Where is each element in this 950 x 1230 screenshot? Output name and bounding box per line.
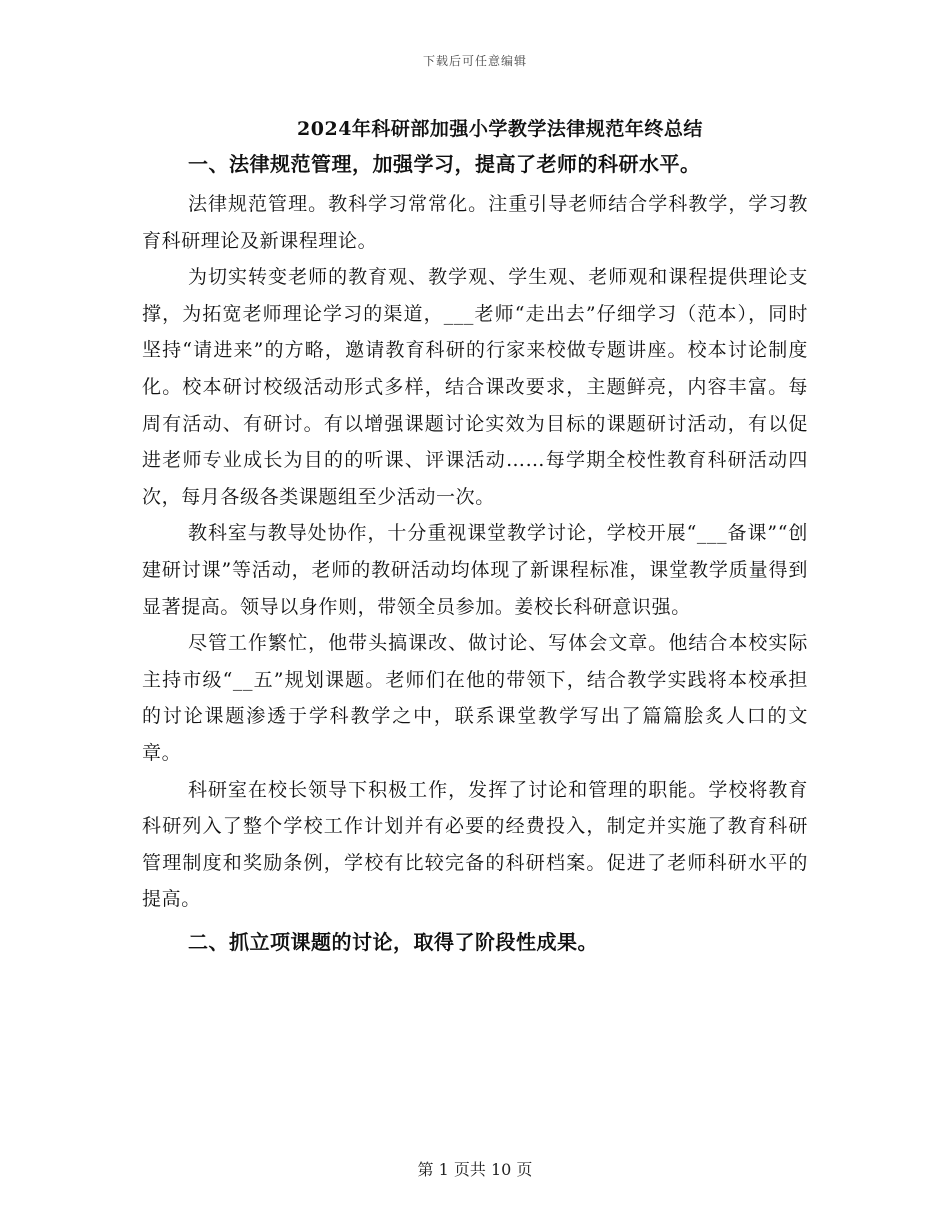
section-heading-2: 二、抓立项课题的讨论，取得了阶段性成果。	[188, 929, 598, 954]
section-heading-1: 一、法律规范管理，加强学习，提高了老师的科研水平。	[188, 152, 701, 176]
paragraph: 法律规范管理。教科学习常常化。注重引导老师结合学科教学，学习教育科研理论及新课程理论。	[142, 193, 808, 252]
document-body	[142, 146, 808, 960]
paragraph: 尽管工作繁忙，他带头搞课改、做讨论、写体会文章。他结合本校实际主持市级“__五”规划课题。老师们在他的带领下，结合教学实践将本校承担的讨论课题渗透于学科教学之中，联系课堂教学写出了篇篇脍炙人口的文章。	[142, 632, 808, 764]
page-number: 第 1 页共 10 页	[417, 1160, 533, 1179]
paragraph: 教科室与教导处协作，十分重视课堂教学讨论，学校开展“___备课”“创建研讨课”等活动，老师的教研活动均体现了新课程标准，课堂教学质量得到显著提高。领导以身作则，带领全员参加。姜校长科研意识强。	[142, 522, 808, 618]
document-title: 2024年科研部加强小学教学法律规范年终总结	[297, 118, 703, 140]
paragraph: 为切实转变老师的教育观、教学观、学生观、老师观和课程提供理论支撑，为拓宽老师理论学习的渠道，___老师“走出去”仔细学习（范本），同时坚持“请进来”的方略，邀请教育科研的行家来校做专题讲座。校本讨论制度化。校本研讨校级活动形式多样，结合课改要求，主题鲜亮，内容丰富。每周有活动、有研讨。有以增强课题讨论实效为目标的课题研讨活动，有以促进老师专业成长为目的的听课、评课活动……每学期全校性教育科研活动四次，每月各级各类课题组至少活动一次。	[142, 266, 808, 508]
header-note: 下载后可任意编辑	[422, 54, 527, 68]
paragraph: 科研室在校长领导下积极工作，发挥了讨论和管理的职能。学校将教育科研列入了整个学校工作计划并有必要的经费投入，制定并实施了教育科研管理制度和奖励条例，学校有比较完备的科研档案。促进了老师科研水平的提高。	[142, 778, 808, 911]
